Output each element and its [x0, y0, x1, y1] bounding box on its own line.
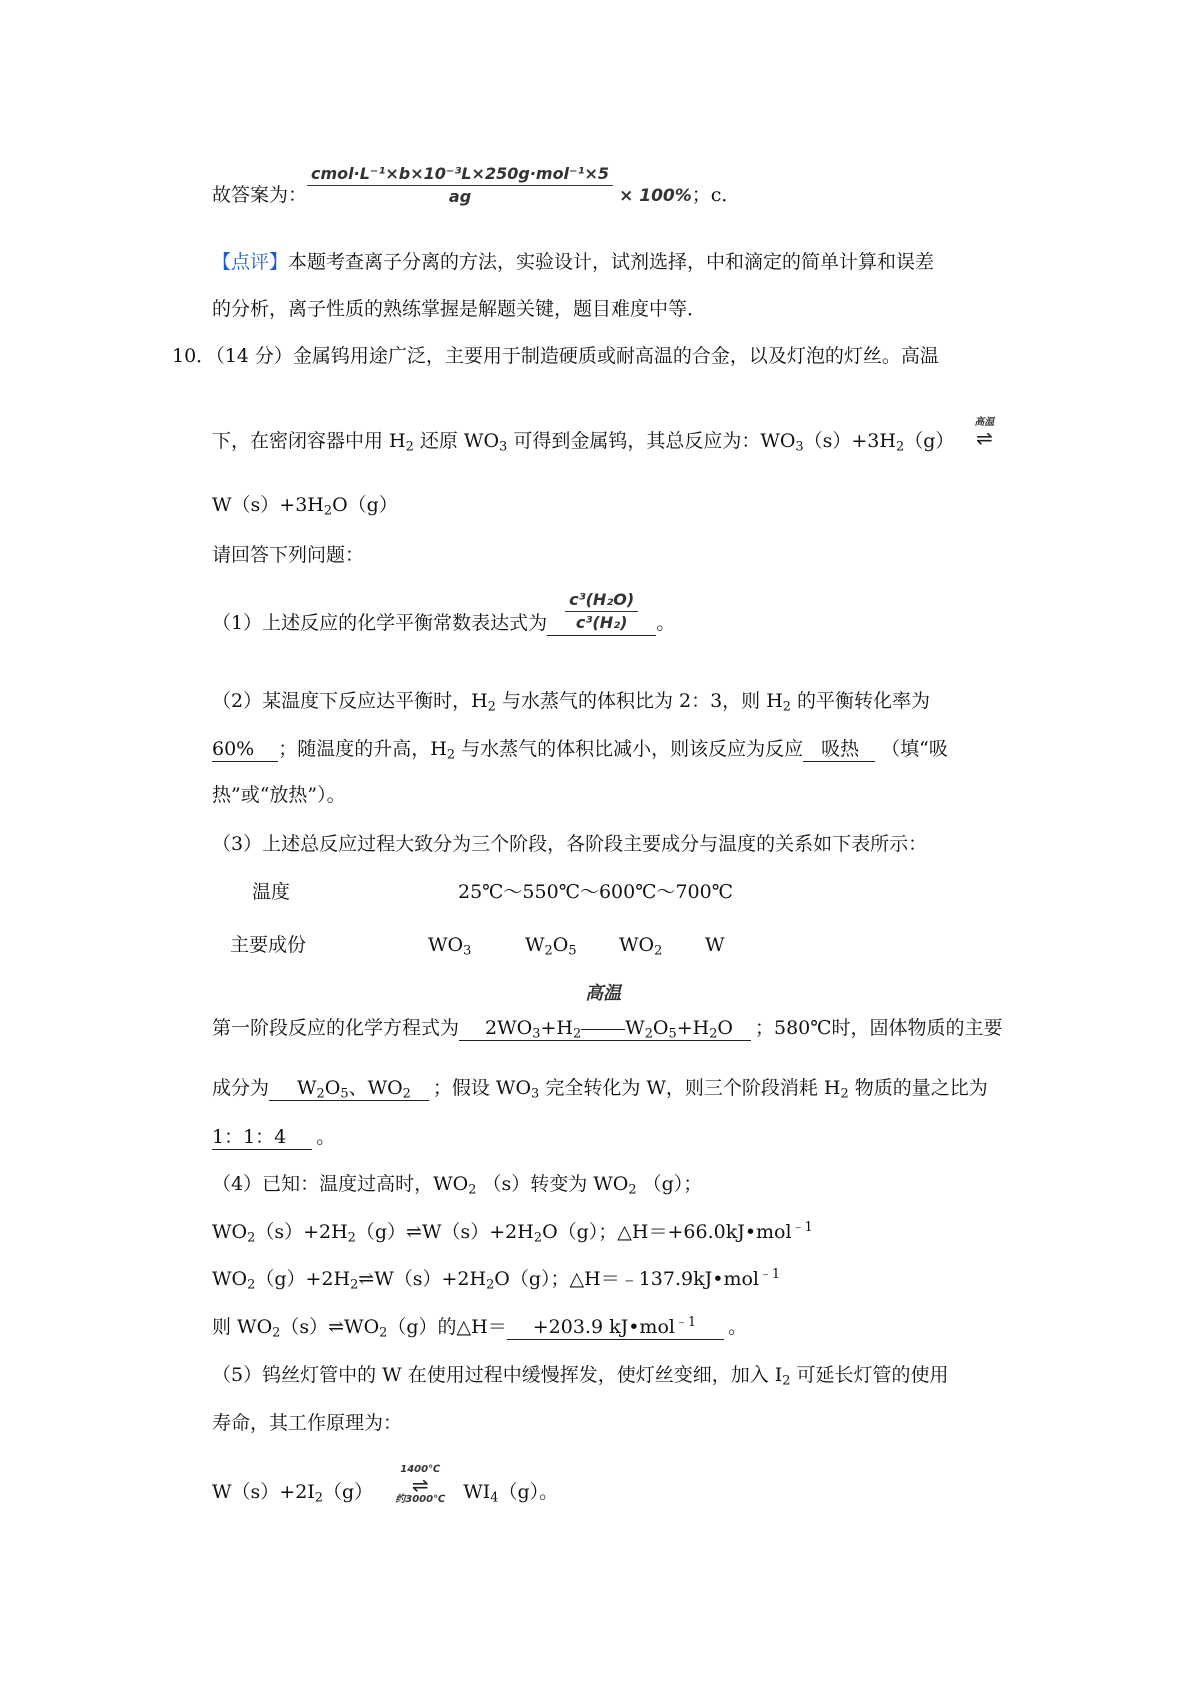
- table-header-temperature: 温度: [252, 881, 291, 903]
- q10-line-3: [212, 494, 398, 519]
- k-numerator: c³(H₂O): [565, 592, 638, 612]
- part2-text-b: 与水蒸气的体积比为 2：3，则 H: [501, 690, 783, 712]
- subscript: 2: [347, 1230, 356, 1246]
- part3-line-1: （3）上述总反应过程大致分为三个阶段，各阶段主要成分与温度的关系如下表所示：: [212, 833, 928, 855]
- reaction-condition: 高温: [585, 983, 622, 1004]
- part3-text-g: 。: [316, 1126, 336, 1148]
- equation-part: （s）+2H: [255, 1221, 348, 1243]
- equation-part: （g）。: [498, 1481, 559, 1503]
- part3-text-c: 成分为: [212, 1077, 270, 1099]
- reversible-arrow-high-temp: [974, 418, 994, 448]
- equation-part: 2WO: [485, 1017, 533, 1039]
- k-denominator: c³(H₂): [575, 612, 628, 632]
- subscript: 3: [532, 1026, 541, 1042]
- subscript: 3: [795, 439, 804, 455]
- part4-line-4: [212, 1314, 748, 1341]
- subscript: 2: [247, 1230, 256, 1246]
- q10-line-2: [212, 417, 995, 455]
- reaction-equals-high-temp: [581, 983, 625, 1038]
- superscript: ﹣1: [758, 1266, 781, 1282]
- subscript: 2: [405, 439, 414, 455]
- subscript: 2: [840, 1086, 849, 1102]
- subscript: 3: [531, 1086, 540, 1102]
- q10-line2-d: （s）+3H: [803, 430, 896, 452]
- subscript: 2: [314, 1490, 324, 1506]
- equation-part: WO: [212, 1221, 248, 1243]
- part4-line-2: [212, 1219, 813, 1246]
- part5-line-2: 寿命，其工作原理为：: [212, 1412, 403, 1434]
- part2-answer-heat: [803, 740, 875, 762]
- part3-text-a: 第一阶段反应的化学方程式为: [212, 1017, 460, 1039]
- answer-value: O: [324, 1077, 341, 1099]
- part3-line-3: [212, 1079, 988, 1101]
- part4-line-1: [212, 1173, 703, 1198]
- subscript: 2: [468, 1182, 477, 1198]
- subscript: 3: [499, 439, 508, 455]
- part4-text-a: （4）已知：温度过高时，WO: [212, 1173, 469, 1195]
- part5-text-a: （5）钨丝灯管中的 W 在使用过程中缓慢挥发，使灯丝变细，加入 I: [212, 1364, 783, 1386]
- q10-line2-b: 还原 WO: [419, 430, 500, 452]
- q10-line3-a: W（s）+3H: [212, 494, 324, 516]
- subscript: 2: [628, 1182, 637, 1198]
- q10-line2-c: 可得到金属钨，其总反应为：WO: [513, 430, 796, 452]
- subscript: 5: [668, 1026, 677, 1042]
- equation-part: +H: [676, 1017, 710, 1039]
- q10-line3-b: O（g）: [332, 494, 398, 516]
- part2-text-d: ；随温度的升高，H: [278, 738, 447, 760]
- comment-tag: 【点评】: [212, 251, 289, 273]
- part4-line-3: [212, 1266, 781, 1293]
- part3-answer-ratio: [212, 1128, 312, 1150]
- answer-value: 60%: [212, 738, 255, 760]
- subscript: 2: [533, 1230, 543, 1246]
- subscript: 2: [654, 943, 663, 959]
- part2-line-2: [212, 740, 948, 762]
- part1-text: （1）上述反应的化学平衡常数表达式为: [212, 612, 548, 634]
- answer-value: W: [297, 1077, 317, 1099]
- subscript: 2: [402, 1086, 411, 1102]
- equation-part: W: [625, 1017, 645, 1039]
- equation-part: O（g）；△H＝﹣137.9kJ•mol: [494, 1268, 759, 1290]
- equation-part: +H: [540, 1017, 573, 1039]
- part2-text-c: 的平衡转化率为: [797, 690, 931, 712]
- part3-text-e: 完全转化为 W，则三个阶段消耗 H: [545, 1077, 841, 1099]
- subscript: 2: [895, 439, 905, 455]
- part2-line-3: 热”或“放热”）。: [212, 784, 346, 806]
- equation-part: （g）+2H: [255, 1268, 351, 1290]
- equation-part: WI: [463, 1481, 491, 1503]
- equation-part: 则 WO: [212, 1316, 273, 1338]
- comment-line-1: [212, 253, 934, 272]
- subscript: 2: [350, 1277, 359, 1293]
- equation-part: （g）: [323, 1481, 374, 1503]
- answer-value: +203.9 kJ•mol: [532, 1316, 675, 1338]
- part2-text-e: 与水蒸气的体积比减小，则该反应为反应: [461, 738, 804, 760]
- subscript: 2: [316, 1086, 325, 1102]
- q10-line2-a: 下，在密闭容器中用 H: [212, 430, 406, 452]
- subscript: 5: [340, 1086, 349, 1102]
- equation-part: W（s）+2I: [212, 1481, 315, 1503]
- part3-text-d: ；假设 WO: [432, 1077, 532, 1099]
- subscript: 2: [782, 1373, 791, 1389]
- answer-value: 吸热: [821, 738, 860, 760]
- part2-answer-conversion: [212, 740, 278, 762]
- table-header-components: 主要成份: [230, 934, 307, 956]
- superscript: ﹣1: [791, 1219, 813, 1235]
- superscript: ﹣1: [674, 1314, 697, 1330]
- subscript: 3: [463, 943, 472, 959]
- reverse-condition: 约3000℃: [395, 1494, 446, 1505]
- part3-answer-components: [269, 1079, 429, 1101]
- subscript: 2: [487, 699, 496, 715]
- subscript: 2: [272, 1325, 281, 1341]
- formula: WO: [619, 934, 655, 956]
- answer-prefix: 故答案为：: [212, 184, 308, 206]
- subscript: 2: [709, 1026, 718, 1042]
- equilibrium-constant-fraction: [565, 589, 638, 632]
- subscript: 2: [644, 1026, 653, 1042]
- answer-fraction-numerator: cmol·L⁻¹×b×10⁻³L×250g·mol⁻¹×5: [307, 166, 613, 186]
- comment-text-1: 本题考查离子分离的方法，实验设计，试剂选择，中和滴定的简单计算和误差: [288, 251, 935, 273]
- answer-fraction-denominator: ag: [448, 186, 472, 206]
- subscript: 2: [247, 1277, 256, 1293]
- reaction-condition: 高温: [974, 417, 995, 428]
- part4-answer-enthalpy: [507, 1314, 724, 1340]
- part2-line-1: [212, 690, 931, 715]
- table-component-3: [619, 934, 663, 959]
- subscript: 2: [572, 1026, 582, 1042]
- reversible-arrow-icon: ⇌: [976, 426, 993, 450]
- equation-part: （s）⇌WO: [280, 1316, 380, 1338]
- comment-line-2: [212, 300, 706, 319]
- table-component-4: W: [705, 934, 725, 956]
- answer-fraction: [307, 163, 613, 206]
- equation-part: O: [652, 1017, 669, 1039]
- equation-part: （g）的△H＝: [387, 1316, 507, 1338]
- table-temperature-range: 25℃～550℃～600℃～700℃: [458, 881, 733, 903]
- part3-text-f: 物质的量之比为: [854, 1077, 988, 1099]
- part1-end: 。: [656, 612, 676, 634]
- subscript: 2: [446, 747, 456, 763]
- subscript: 5: [568, 943, 577, 959]
- answer-value: 、WO: [348, 1077, 403, 1099]
- part3-answer-equation: [459, 983, 751, 1042]
- part5-line-3: [212, 1464, 559, 1506]
- subscript: 4: [490, 1490, 499, 1506]
- answer-value: 1：1：4: [212, 1126, 287, 1148]
- answer-line: [212, 163, 741, 206]
- q10-prompt: 请回答下列问题：: [212, 544, 365, 566]
- formula: O: [552, 934, 569, 956]
- answer-suffix: ；c．: [691, 184, 741, 206]
- equation-part: （g）⇌W（s）+2H: [355, 1221, 534, 1243]
- part2-text-f: （填“吸: [881, 738, 948, 760]
- part4-text-c: （g）；: [642, 1173, 703, 1195]
- equation-part: O（g）；△H＝+66.0kJ•mol: [542, 1221, 792, 1243]
- subscript: 2: [323, 503, 333, 519]
- equals-bar: [581, 1029, 625, 1030]
- reversible-arrow-temperatures: [395, 1465, 445, 1505]
- equation-part: ⇌W（s）+2H: [358, 1268, 487, 1290]
- part1-answer-blank: [547, 589, 656, 636]
- part5-line-1: [212, 1364, 949, 1389]
- part5-text-b: 可延长灯管的使用: [796, 1364, 949, 1386]
- reversible-arrow-icon: ⇌: [411, 1473, 429, 1497]
- q10-line2-e: （g）: [904, 430, 955, 452]
- subscript: 2: [544, 943, 553, 959]
- answer-percent: × 100%: [619, 186, 692, 206]
- subscript: 2: [486, 1277, 495, 1293]
- part3-line-2: [212, 983, 1003, 1042]
- q10-line1-text: （14 分）金属钨用途广泛，主要用于制造硬质或耐高温的合金，以及灯泡的灯丝。高温: [215, 345, 939, 367]
- part4-end: 。: [728, 1316, 748, 1338]
- equation-part: O: [717, 1017, 733, 1039]
- forward-condition: 1400℃: [400, 1464, 441, 1475]
- q10-number: 10．: [172, 345, 216, 367]
- formula: W: [525, 934, 545, 956]
- table-component-1: [428, 934, 472, 959]
- part1-line: [212, 589, 676, 636]
- subscript: 2: [379, 1325, 388, 1341]
- part3-line-4: [212, 1128, 335, 1150]
- formula: WO: [428, 934, 464, 956]
- part3-text-b: ；580℃时，固体物质的主要: [755, 1017, 1003, 1039]
- part2-text-a: （2）某温度下反应达平衡时，H: [212, 690, 488, 712]
- comment-text-2: 的分析，离子性质的熟练掌握是解题关键，题目难度中等．: [212, 298, 707, 320]
- q10-line-1: [172, 347, 939, 366]
- equation-part: WO: [212, 1268, 248, 1290]
- part4-text-b: （s）转变为 WO: [482, 1173, 629, 1195]
- subscript: 2: [782, 699, 791, 715]
- table-component-2: [525, 934, 577, 959]
